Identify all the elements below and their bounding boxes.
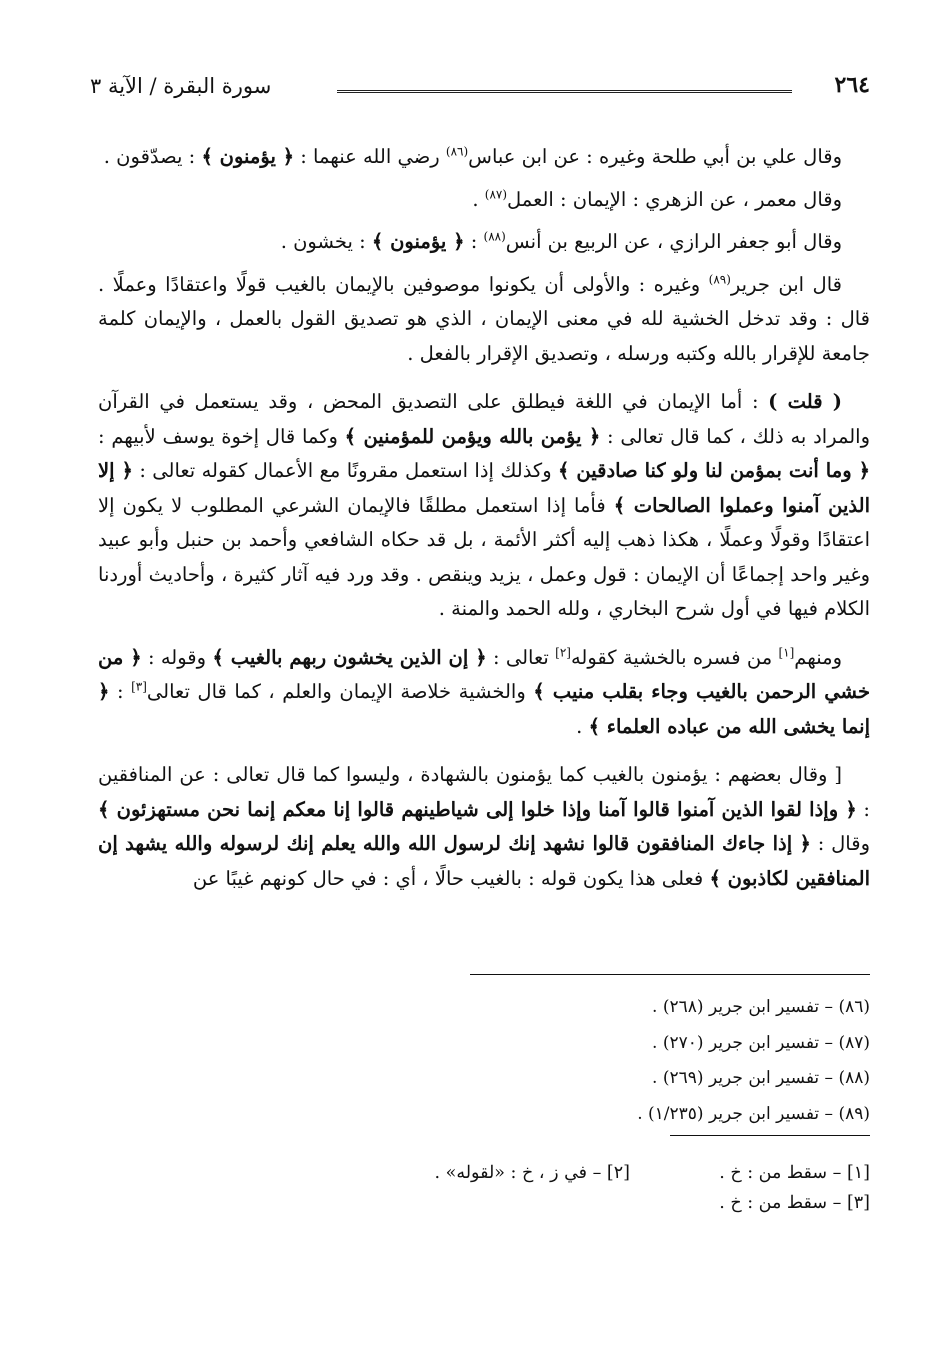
footnote-86: (٨٦) – تفسير ابن جرير (٢٦٨) . — [652, 997, 870, 1017]
text-run: . — [576, 714, 589, 738]
running-title: سورة البقرة / الآية ٣ — [90, 74, 272, 98]
text-run: وقال معمر ، عن الزهري : الإيمان : العمل — [507, 187, 842, 211]
paragraph — [98, 183, 870, 218]
quran-quote: ﴿ إلا الذين آمنوا وعملوا الصالحات ﴾ — [98, 459, 870, 517]
text-run: تعالى : — [486, 645, 556, 669]
text-run: [ وقال بعضهم : يؤمنون بالغيب كما يؤمنون بالشهادة ، وليسوا كما قال تعالى : عن المنافقين : — [98, 763, 870, 821]
footnote-marker: [٢] — [555, 645, 571, 659]
text-run: والخشية خلاصة الإيمان والعلم ، كما قال تعالى — [146, 680, 534, 703]
quran-quote: ﴿ يؤمنون ﴾ — [371, 230, 465, 253]
footnote-marker: [١] — [778, 645, 795, 659]
text-run: : يصدّقون . — [103, 145, 202, 168]
text-run: من فسره بالخشية كقوله — [570, 645, 779, 669]
notes-divider — [670, 1135, 870, 1136]
footnote-marker: (٨٨) — [483, 229, 506, 244]
text-run: : — [109, 680, 132, 703]
paragraph — [98, 758, 870, 896]
quran-quote: ﴿ يؤمنون ﴾ — [201, 145, 295, 168]
paragraph — [98, 641, 870, 745]
text-run: : أما الإيمان في اللغة فيطلق على التصديق المحض ، وقد يستعمل في القرآن والمراد به ذلك ، كما قال تعالى : — [98, 390, 870, 448]
quran-quote: ﴿ وإذا لقوا الذين آمنوا قالوا آمنا وإذا خلوا إلى شياطينهم قالوا إنا معكم إنما نحن مستهزئون ﴾ — [98, 797, 857, 821]
text-run: فعلى هذا يكون قوله : بالغيب حالًا ، أي : في حال كونهم غيبًا عن — [192, 866, 710, 890]
footnotes — [450, 990, 870, 1132]
text-run: قال ابن جرير — [730, 272, 842, 296]
quran-quote: ﴿ إن الذين يخشون ربهم بالغيب ﴾ — [212, 645, 487, 669]
text-run: : — [464, 230, 484, 253]
paragraph — [98, 385, 870, 627]
footnote-87: (٨٧) – تفسير ابن جرير (٢٧٠) . — [652, 1032, 870, 1053]
footnote-marker: [٣] — [131, 679, 147, 694]
quran-quote: ﴿ من خشي الرحمن بالغيب وجاء بقلب منيب ﴾ — [98, 645, 870, 703]
note-1: [١] – سقط من : خ . — [719, 1163, 870, 1183]
text-run: وقوله : — [141, 645, 213, 669]
text-run: وقال أبو جعفر الرازي ، عن الربيع بن أنس — [505, 230, 842, 253]
text-run: : يخشون . — [280, 230, 372, 253]
text-run: وغيره : والأولى أن يكونوا موصوفين بالإيمان بالغيب قولًا واعتقادًا وعملًا . قال : وقد تدخل الخشية لله في معنى الإيمان ، الذي هو تصديق القول بالعمل ، والإيمان كلمة جامعة للإقرار بالله وكتبه ورسله ، وتصديق الإقرار بالفعل . — [98, 272, 870, 365]
text-run: ومنهم — [794, 645, 842, 669]
main-text — [98, 140, 870, 910]
quran-quote: ﴿ يؤمن بالله ويؤمن للمؤمنين ﴾ — [344, 424, 601, 448]
note-3: [٣] – سقط من : خ . — [719, 1193, 870, 1213]
text-run: وكما قال إخوة يوسف لأبيهم : — [98, 424, 345, 448]
footnote-marker: (٨٦) — [445, 144, 469, 159]
footnote-88: (٨٨) – تفسير ابن جرير (٢٦٩) . — [652, 1068, 870, 1088]
text-run: رضي الله عنهما : — [294, 145, 446, 168]
footnote-marker: (٨٧) — [484, 187, 508, 201]
page-number: ٢٦٤ — [834, 72, 870, 98]
note-2: [٢] – في ز ، خ : «لقوله» . — [434, 1163, 630, 1183]
text-run: وقال علي بن أبي طلحة وغيره : عن ابن عباس — [468, 145, 842, 168]
notes-left-column — [270, 1158, 630, 1188]
quran-quote: ( قلت ) — [768, 390, 842, 413]
footnote-divider — [470, 974, 870, 975]
paragraph — [98, 268, 870, 372]
footnote-89: (٨٩) – تفسير ابن جرير (١/٢٣٥) . — [637, 1103, 870, 1124]
text-run: وقال : — [810, 832, 870, 855]
footnote-marker: (٨٩) — [708, 272, 731, 286]
text-run: فأما إذا استعمل مطلقًا فالإيمان الشرعي المطلوب لا يكون إلا اعتقادًا وقولًا وعملًا ، هكذا ذهب إليه أكثر الأئمة ، بل قد حكاه الشافعي وأحمد بن حنبل وأبو عبيد وغير واحد إجماعًا أن الإيمان : قول وعمل ، يزيد وينقص . وقد ورد فيه آثار كثيرة ، وأحاديث أوردنا الكلام فيها في أول شرح البخاري ، ولله الحمد والمنة . — [98, 493, 870, 620]
quran-quote: ﴿ وما أنت بمؤمن لنا ولو كنا صادقين ﴾ — [558, 459, 870, 482]
paragraph — [98, 225, 870, 260]
paragraph — [98, 140, 870, 175]
quran-quote: ﴿ إذا جاءك المنافقون قالوا نشهد إنك لرسول الله والله يعلم إنك لرسوله والله يشهد إن المنافقين لكاذبون ﴾ — [98, 832, 870, 890]
header-divider — [337, 90, 792, 93]
quran-quote: ﴿ إنما يخشى الله من عباده العلماء ﴾ — [98, 680, 870, 738]
page-header — [90, 72, 870, 106]
text-run: وكذلك إذا استعمل مقرونًا مع الأعمال كقوله تعالى : — [132, 459, 559, 482]
notes-right-column — [670, 1158, 870, 1218]
text-run: . — [472, 187, 485, 211]
